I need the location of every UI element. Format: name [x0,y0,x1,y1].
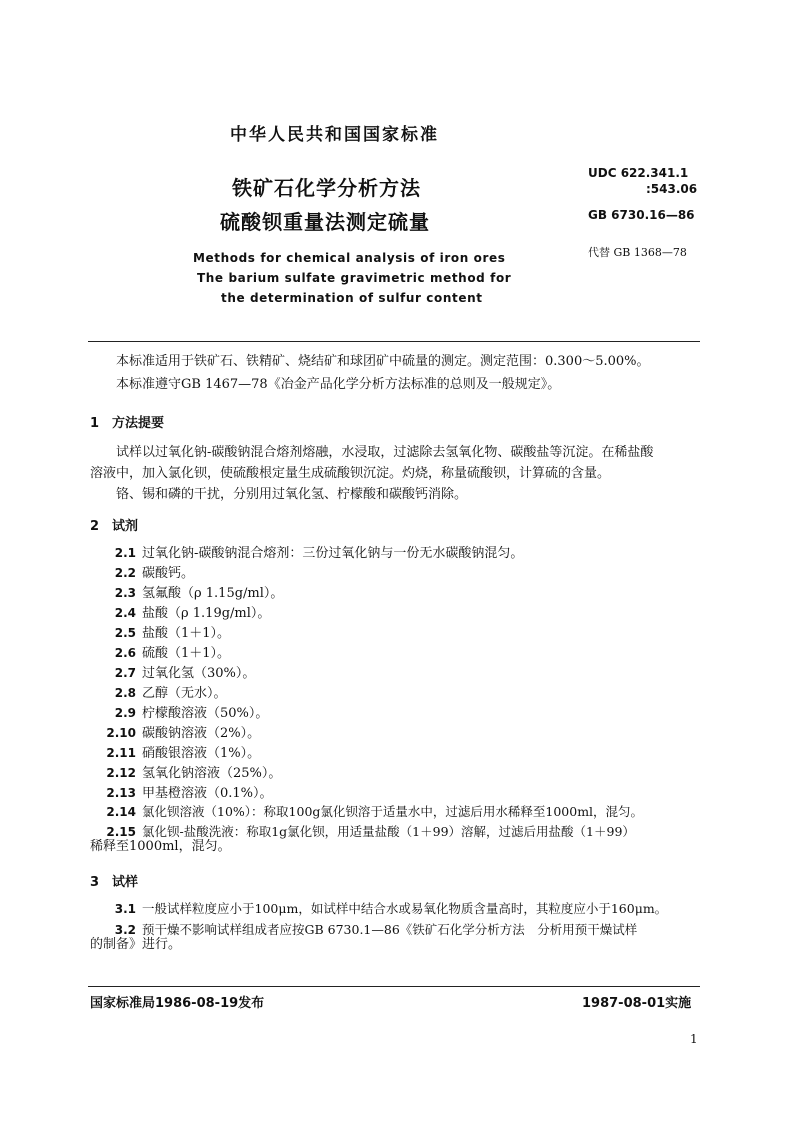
item-text: 硝酸银溶液（1%）。 [142,746,261,761]
en-title-line2: The barium sulfate gravimetric method for [197,271,512,285]
udc-code: UDC 622.341.1 [588,166,689,180]
udc-code-cont: :543.06 [646,182,698,196]
doc-title-line1: 铁矿石化学分析方法 [232,176,421,200]
doc-title-line2: 硫酸钡重量法测定硫量 [220,210,430,234]
gb-number: GB 6730.16—86 [588,208,695,222]
item-text: 氢氟酸（ρ 1.15g/ml）。 [142,586,284,601]
reagent-item [100,642,230,661]
item-text: 柠檬酸溶液（50%）。 [142,706,269,721]
sample-item [100,899,667,917]
item-text: 硫酸（1＋1）。 [142,646,231,661]
item-number: 2.8 [114,686,136,700]
en-title-line3: the determination of sulfur content [221,291,483,305]
footer-divider [88,986,700,987]
item-text: 乙醇（无水）。 [142,686,227,701]
reagent-item [100,722,260,741]
scope-text: 本标准适用于铁矿石、铁精矿、烧结矿和球团矿中硫量的测定。测定范围：0.300～5.00%。 [116,354,650,369]
section-1-heading [90,412,164,431]
en-title-line1: Methods for chemical analysis of iron ores [193,251,506,265]
replaces-note: 代替 GB 1368—78 [588,246,687,259]
section-1-para1: 试样以过氧化钠-碳酸钠混合熔剂熔融，水浸取，过滤除去氢氧化物、碳酸盐等沉淀。在稀盐酸 [116,445,654,460]
compliance-text: 本标准遵守GB 1467—78《冶金产品化学分析方法标准的总则及一般规定》。 [116,377,561,392]
item-text: 盐酸（ρ 1.19g/ml）。 [142,606,271,621]
item-text: 过氧化钠-碳酸钠混合熔剂：三份过氧化钠与一份无水碳酸钠混匀。 [142,546,524,561]
item-number: 2.15 [106,825,136,839]
reagent-item [100,682,227,701]
item-number: 2.13 [106,786,136,800]
item-text: 碳酸钠溶液（2%）。 [142,726,261,741]
reagent-item [100,762,281,781]
item-text: 盐酸（1＋1）。 [142,626,231,641]
reagent-item [100,582,283,601]
section-3-heading [90,871,138,890]
item-number: 2.10 [106,726,136,740]
item-number: 2.5 [114,626,136,640]
page-number: 1 [690,1032,698,1046]
section-number: 2 [90,519,100,534]
section-number: 3 [90,875,100,890]
item-number: 2.11 [106,746,136,760]
section-title: 试样 [112,875,139,890]
reagent-item-cont: 稀释至1000ml，混匀。 [90,839,231,854]
item-text: 一般试样粒度应小于100μm，如试样中结合水或易氧化物质含量高时，其粒度应小于160μm。 [142,901,668,916]
effective-date: 1987-08-01实施 [582,996,692,1011]
item-number: 3.2 [114,923,136,937]
item-text: 过氧化氢（30%）。 [142,666,256,681]
reagent-item [100,742,260,761]
reagent-item [100,782,273,801]
item-number: 3.1 [114,902,136,916]
section-1-para2: 铬、锡和磷的干扰，分别用过氧化氢、柠檬酸和碳酸钙消除。 [116,487,468,502]
section-title: 试剂 [112,519,139,534]
item-text: 氢氧化钠溶液（25%）。 [142,766,282,781]
section-number: 1 [90,416,100,431]
reagent-item [100,542,523,561]
section-2-heading [90,515,138,534]
sample-item-cont: 的制备》进行。 [90,937,182,952]
item-number: 2.3 [114,586,136,600]
reagent-item [100,702,268,721]
item-number: 2.14 [106,805,136,819]
reagent-item [100,622,230,641]
item-number: 2.2 [114,566,136,580]
section-1-para1-cont: 溶液中，加入氯化钡，使硫酸根定量生成硫酸钡沉淀。灼烧，称量硫酸钡，计算硫的含量。 [90,466,611,481]
header-divider [88,341,700,342]
section-title: 方法提要 [112,416,165,431]
item-number: 2.7 [114,666,136,680]
reagent-item [100,562,194,581]
item-text: 氯化钡-盐酸洗液：称取1g氯化钡，用适量盐酸（1＋99）溶解，过滤后用盐酸（1＋99） [142,824,635,839]
issued-date: 国家标准局1986-08-19发布 [90,996,265,1011]
item-number: 2.6 [114,646,136,660]
reagent-item [100,602,270,621]
item-number: 2.4 [114,606,136,620]
reagent-item [100,802,643,820]
item-text: 甲基橙溶液（0.1%）。 [142,786,273,801]
standard-org: 中华人民共和国国家标准 [230,125,439,145]
item-text: 预干燥不影响试样组成者应按GB 6730.1—86《铁矿石化学分析方法 分析用预干燥试样 [142,922,638,937]
item-number: 2.9 [114,706,136,720]
item-text: 氯化钡溶液（10%）：称取100g氯化钡溶于适量水中，过滤后用水稀释至1000ml，混匀。 [142,804,644,819]
reagent-item [100,662,255,681]
item-number: 2.12 [106,766,136,780]
item-text: 碳酸钙。 [142,566,195,581]
item-number: 2.1 [114,546,136,560]
